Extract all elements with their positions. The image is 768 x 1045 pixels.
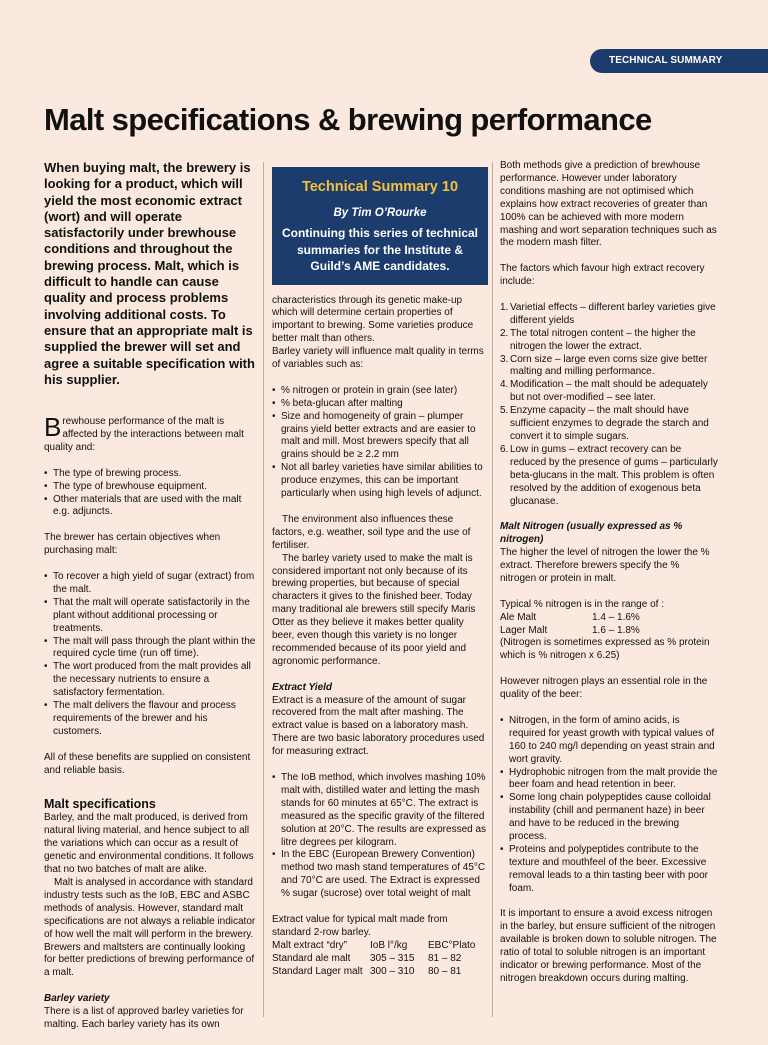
list-item: 1. Varietial effects – different barley varieties give different yields	[500, 301, 716, 326]
intro-paragraph: Brewhouse performance of the malt is affected by the interactions between malt quality and:	[44, 412, 244, 453]
table-row	[272, 953, 475, 966]
list-item: • That the malt will operate satisfactorily in the plant without additional processing or treatments.	[44, 597, 258, 636]
list-item: • % nitrogen or protein in grain (see later)	[272, 385, 488, 398]
benefits-paragraph: All of these benefits are supplied on consistent and reliable basis.	[44, 751, 251, 776]
paragraph: However nitrogen plays an essential role in the quality of the beer:	[500, 676, 708, 701]
table-row	[500, 625, 640, 638]
paragraph: characteristics through its genetic make-up which will determine certain properties of important to brewing. Some varieties produce better malt than others.	[272, 294, 474, 345]
list-item: • Other materials that are used with the malt e.g. adjuncts.	[44, 494, 258, 520]
paragraph: There is a list of approved barley varieties for malting. Each barley variety has its own	[44, 1006, 244, 1030]
list-item: • Nitrogen, in the form of amino acids, is required for yeast growth with typical values of 160 to 240 mg/l depending on yeast strain and wort gravity.	[500, 715, 718, 767]
section-heading: Malt specifications	[44, 797, 156, 812]
table-row	[272, 966, 475, 979]
box-subtitle: Continuing this series of technical summaries for the Institute & Guild’s AME candidates.	[281, 226, 479, 273]
list-item: • % beta-glucan after malting	[272, 398, 488, 411]
column-divider	[492, 162, 493, 1017]
nitrogen-table	[500, 612, 640, 638]
factors-intro: The factors which favour high extract recovery include:	[500, 263, 705, 288]
table-intro: Extract value for typical malt made from standard 2-row barley.	[272, 913, 448, 938]
intro-list	[44, 468, 258, 520]
typical-intro: Typical % nitrogen is in the range of :	[500, 598, 664, 610]
paragraph: Both methods give a prediction of brewhouse performance. However under laboratory conditions mashing are not optimised which explains how extract recoveries of greater than 100% can be achieved with more modern mashing and wort separation techniques such as the modern mash filter.	[500, 160, 717, 249]
paragraph: It is important to ensure a avoid excess nitrogen in the barley, but ensure sufficient of the nitrogen available is broken down to soluble nitrogen. The ratio of total to soluble nitrogen is an important indicator or brewing performance. Most of the nitrogen breakdown occurs during malting.	[500, 908, 717, 984]
factors-list	[500, 302, 718, 509]
list-item: • Size and homogeneity of grain – plumper grains yield better extracts and are easier to malt and mill. Most brewers specify that all grains should be ≥ 2.2 mm	[272, 411, 488, 463]
list-item: • The malt delivers the flavour and process requirements of the brewer and his customers.	[44, 700, 258, 739]
table-row	[500, 612, 640, 625]
paragraph: Barley variety will influence malt quality in terms of variables such as:	[272, 346, 484, 371]
role-list	[500, 715, 718, 896]
list-item: 5. Enzyme capacity – the malt should have sufficient enzymes to degrade the starch and convert it to simple sugars.	[500, 405, 709, 442]
list-item: • Some long chain polypeptides cause colloidal instability (chill and permanent haze) in beer and have to be reduced in the brewing process.	[500, 792, 718, 844]
table-cell: Ale Malt	[500, 611, 537, 623]
column-1	[44, 160, 258, 1045]
list-item: • Hydrophobic nitrogen from the malt provide the beer foam and head retention in beer.	[500, 767, 718, 793]
list-item: 4. Modification – the malt should be adequately but not over-modified – see later.	[500, 379, 708, 404]
series-box	[272, 167, 488, 285]
list-item: • The malt will pass through the plant within the required cycle time (run off time).	[44, 636, 258, 662]
section-tag: TECHNICAL SUMMARY	[590, 49, 768, 73]
table-cell: 81 – 82	[428, 952, 462, 964]
list-item: • The type of brewing process.	[44, 468, 258, 481]
column-3	[500, 160, 718, 999]
paragraph: Malt is analysed in accordance with standard industry tests such as the IoB, EBC and ASBC methods of analysis. However, standard malt specifications are not always a reliable indicator of how well the malt will perform in the brewery. Brewers and maltsters are continually looking for better predictions of brewing performance of a malt.	[44, 877, 256, 979]
paragraph: The environment also influences these factors, e.g. weather, soil type and the use of fertiliser.	[272, 513, 471, 551]
list-item: • The type of brewhouse equipment.	[44, 481, 258, 494]
subheading: Barley variety	[44, 993, 110, 1005]
byline: By Tim O’Rourke	[333, 207, 427, 219]
drop-cap: B	[44, 412, 62, 443]
methods-list	[272, 772, 488, 901]
extract-table	[272, 940, 475, 979]
table-cell: 1.4 – 1.6%	[592, 611, 640, 623]
list-item: 2. The total nitrogen content – the higher the nitrogen the lower the extract.	[500, 327, 696, 352]
table-cell: Malt extract “dry”	[272, 939, 348, 951]
table-cell: 300 – 310	[370, 965, 415, 977]
paragraph: The higher the level of nitrogen the lower the % extract. Therefore brewers specify the % nitrogen or protein in malt.	[500, 547, 710, 584]
paragraph: (Nitrogen is sometimes expressed as % protein which is % nitrogen x 6.25)	[500, 637, 710, 662]
paragraph: The barley variety used to make the malt is considered important not only because of its brewing properties, but because of special characters it gives to the finished beer. Today many traditional ale brewers still specify Maris Otter as they believe it makes better quality beer, even though this variety is no longer recommended because of its poor yield and agronomic performance.	[272, 552, 476, 667]
objectives-list	[44, 571, 258, 739]
list-item: 6. Low in gums – extract recovery can be reduced by the presence of gums – particularly beta-glucans in the malt. This problem is often resolved by the addition of exogenous beta glucanase.	[500, 443, 718, 507]
list-item: • In the EBC (European Brewery Convention) method two mash stand temperatures of 45°C and 70°C are used. The Extract is expressed % sugar (sucrose) over total weight of malt	[272, 849, 488, 901]
lead-paragraph: When buying malt, the brewery is looking for a product, which will yield the most economic extract (wort) and will operate satisfactorily under brewhouse conditions and throughout the brewing process. Malt, which is difficult to handle can cause quality and process problems involving additional costs. To ensure that an appropriate malt is supplied the brewer will set and agree a suitable specification with his supplier.	[44, 160, 255, 387]
list-item: • Not all barley varieties have similar abilities to produce enzymes, this can be important particularly when using high levels of adjunct.	[272, 462, 488, 501]
column-2	[272, 160, 488, 978]
table-cell: IoB l°/kg	[370, 939, 408, 951]
list-item: • The wort produced from the malt provides all the necessary nutrients to ensure a satisfactory fermentation.	[44, 661, 258, 700]
list-item: • To recover a high yield of sugar (extract) from the malt.	[44, 571, 258, 597]
list-item: • Proteins and polypeptides contribute to the texture and mouthfeel of the beer. Excessive removal leads to a thin tasting beer with poor foam.	[500, 844, 718, 896]
subheading: Malt Nitrogen (usually expressed as % nitrogen)	[500, 521, 683, 546]
table-cell: 1.6 – 1.8%	[592, 624, 640, 636]
paragraph: Barley, and the malt produced, is derived from natural living material, and hence subject to all the variations which can occur as a result of genetic and environmental conditions. It follows that no two batches of malt are alike.	[44, 812, 254, 876]
table-cell: Lager Malt	[500, 624, 548, 636]
variable-list	[272, 385, 488, 501]
objectives-intro: The brewer has certain objectives when purchasing malt:	[44, 532, 221, 557]
table-cell: EBC°Plato	[428, 939, 476, 951]
table-header	[272, 940, 475, 953]
list-item: • The IoB method, which involves mashing 10% malt with, distilled water and letting the mash stands for 60 minutes at 65°C. The extract is measured as the specific gravity of the filtered solution at 20°C. The results are expressed as litre degrees per kilogram.	[272, 772, 488, 849]
table-cell: Standard ale malt	[272, 952, 351, 964]
table-cell: 80 – 81	[428, 965, 462, 977]
column-divider	[263, 162, 264, 1017]
table-cell: Standard Lager malt	[272, 965, 363, 977]
box-title: Technical Summary 10	[301, 179, 459, 195]
article-title: Malt specifications & brewing performance	[44, 102, 652, 137]
list-item: 3. Corn size – large even corns size give better malting and milling performance.	[500, 353, 708, 378]
subheading: Extract Yield	[272, 681, 333, 693]
paragraph: Extract is a measure of the amount of sugar recovered from the malt after mashing. The extract value is based on a laboratory mash. There are two basic laboratory procedures used for measuring extract.	[272, 694, 485, 758]
table-cell: 305 – 315	[370, 952, 415, 964]
